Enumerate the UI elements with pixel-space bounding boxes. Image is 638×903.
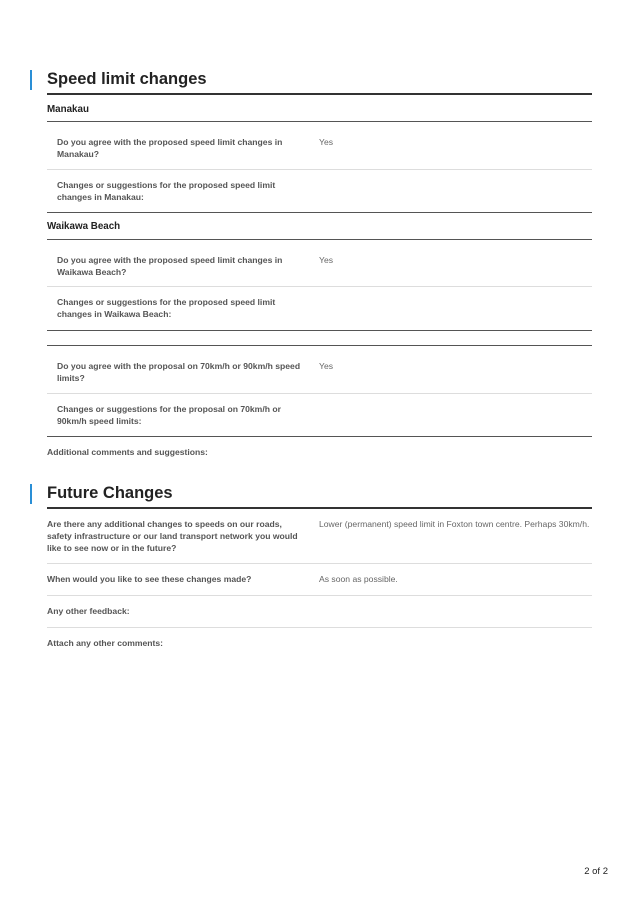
future-changes-section-title: Future Changes	[47, 484, 173, 502]
manakau-agree-question: Do you agree with the proposed speed limit changes in Manakau?	[57, 137, 283, 159]
subsection-divider	[47, 436, 592, 437]
subsection-divider	[47, 212, 592, 213]
waikawa-suggestions-question: Changes or suggestions for the proposed speed limit changes in Waikawa Beach:	[57, 297, 276, 319]
subsection-divider	[47, 239, 592, 240]
row-divider	[47, 563, 592, 564]
attach-comments-label: Attach any other comments:	[47, 638, 164, 648]
when-changes-answer: As soon as possible.	[319, 574, 398, 584]
section-divider	[47, 93, 592, 95]
row-divider	[47, 286, 592, 287]
page-number: 2 of 2	[584, 866, 608, 877]
manakau-agree-answer: Yes	[319, 137, 334, 147]
subsection-divider	[47, 121, 592, 122]
row-divider	[47, 393, 592, 394]
row-divider	[47, 169, 592, 170]
section-accent-bar	[30, 484, 32, 504]
manakau-heading: Manakau	[47, 104, 89, 115]
speed-limit-section-title: Speed limit changes	[47, 70, 207, 88]
row-divider	[47, 595, 592, 596]
waikawa-agree-answer: Yes	[319, 255, 334, 265]
other-feedback-label: Any other feedback:	[47, 606, 130, 616]
subsection-divider	[47, 330, 592, 331]
rural-suggestions-question: Changes or suggestions for the proposal on 70km/h or 90km/h speed limits:	[57, 404, 281, 426]
section-divider	[47, 507, 592, 509]
waikawa-agree-question: Do you agree with the proposed speed limit changes in Waikawa Beach?	[57, 255, 283, 277]
manakau-suggestions-question: Changes or suggestions for the proposed speed limit changes in Manakau:	[57, 180, 276, 202]
additional-comments-label: Additional comments and suggestions:	[47, 447, 208, 457]
row-divider	[47, 627, 592, 628]
subsection-divider	[47, 345, 592, 346]
future-changes-question: Are there any additional changes to speeds on our roads, safety infrastructure or our land transport network you would like to see now or in the future?	[47, 519, 298, 553]
waikawa-heading: Waikawa Beach	[47, 221, 121, 232]
rural-agree-answer: Yes	[319, 361, 334, 371]
future-changes-section-header	[30, 484, 592, 510]
section-accent-bar	[30, 70, 32, 90]
speed-limit-section-header	[30, 70, 592, 96]
future-changes-answer: Lower (permanent) speed limit in Foxton town centre. Perhaps 30km/h.	[319, 519, 590, 529]
rural-agree-question: Do you agree with the proposal on 70km/h or 90km/h speed limits?	[57, 361, 301, 383]
when-changes-question: When would you like to see these changes made?	[47, 574, 252, 584]
